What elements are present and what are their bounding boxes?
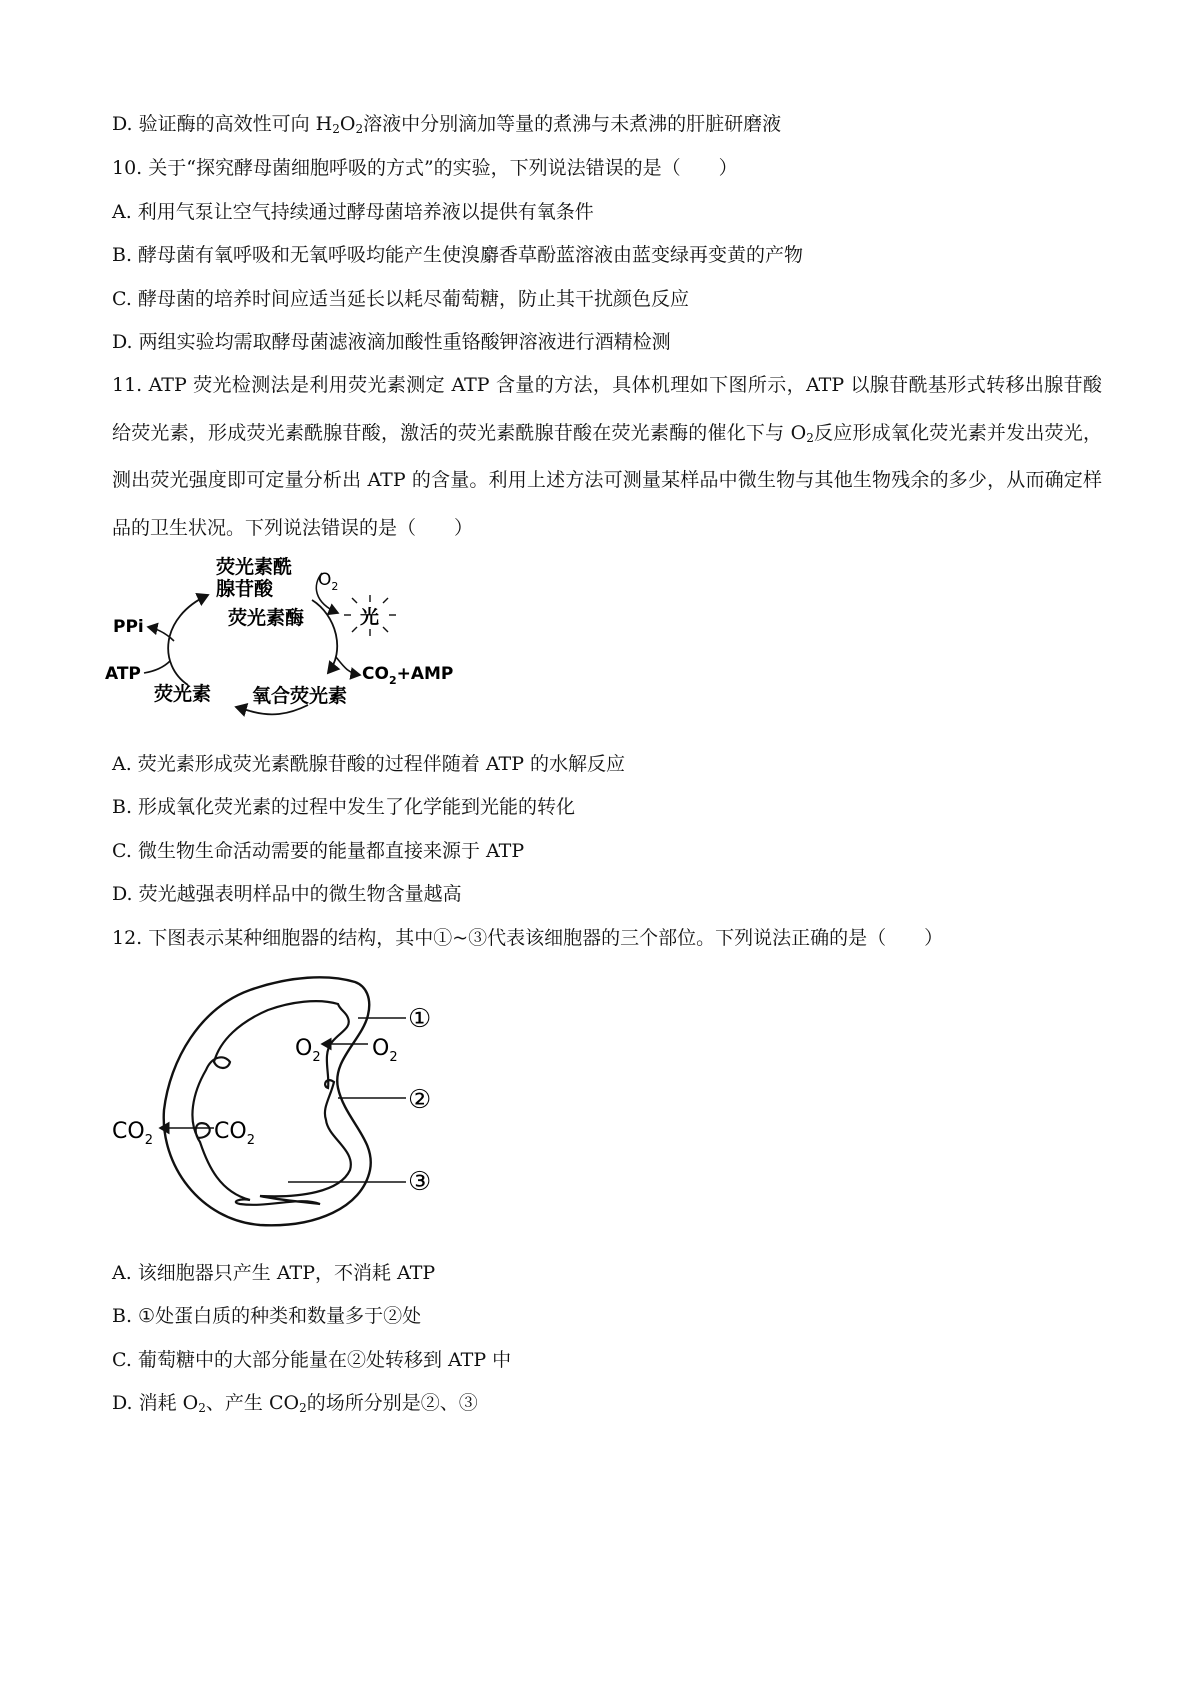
co2-arrow [336, 657, 360, 675]
o2-inner-label: $O_2$ [295, 1036, 321, 1065]
ppi-label: PPi [113, 617, 144, 637]
q11-stem: 11. ATP 荧光检测法是利用荧光素测定 ATP 含量的方法，具体机理如下图所示，ATP 以腺苷酰基形式转移出腺苷酸给荧光素，形成荧光素酰腺苷酸，激活的荧光素酰腺苷酸在荧光素酶的催化下与 $O_2$反应形成氧化荧光素并发出荧光，测出荧光强度即可定量分析出 ATP 的含量。利用上述方法可测量某样品中微生物与其他生物残余的多少，从而确定样品的卫生状况。下列说法错误的是（ ） [112, 374, 1102, 539]
q12-option-c: C. 葡萄糖中的大部分能量在②处转移到 ATP 中 [112, 1349, 512, 1371]
mitochondrion-diagram [100, 970, 520, 1240]
q11-option-c: C. 微生物生命活动需要的能量都直接来源于 ATP [112, 840, 525, 862]
inner-membrane [192, 1001, 350, 1205]
q11-option-b: B. 形成氧化荧光素的过程中发生了化学能到光能的转化 [112, 796, 576, 818]
label-3: ③ [408, 1167, 432, 1197]
atp-label: ATP [105, 664, 141, 684]
node-luciferase: 荧光素酶 [228, 607, 305, 629]
q10-stem: 10. 关于“探究酵母菌细胞呼吸的方式”的实验，下列说法错误的是（ ） [112, 157, 738, 179]
q11-option-a: A. 荧光素形成荧光素酰腺苷酸的过程伴随着 ATP 的水解反应 [112, 753, 626, 775]
q12-option-d: D. 消耗 $O_2$、产生 $CO_2$的场所分别是②、③ [112, 1392, 478, 1415]
label-2: ② [408, 1085, 432, 1115]
q12-option-b: B. ①处蛋白质的种类和数量多于②处 [112, 1305, 422, 1327]
q12-stem: 12. 下图表示某种细胞器的结构，其中①~③代表该细胞器的三个部位。下列说法正确的是（ ） [112, 927, 944, 949]
o2-outer-label: $O_2$ [372, 1036, 398, 1065]
q10-option-b: B. 酵母菌有氧呼吸和无氧呼吸均能产生使溴麝香草酚蓝溶液由蓝变绿再变黄的产物 [112, 244, 804, 266]
q9-option-d: D. 验证酶的高效性可向 $H_2O_2$溶液中分别滴加等量的煮沸与未煮沸的肝脏研磨液 [112, 113, 782, 136]
q10-option-d: D. 两组实验均需取酵母菌滤液滴加酸性重铬酸钾溶液进行酒精检测 [112, 331, 671, 353]
q10-option-a: A. 利用气泵让空气持续通过酵母菌培养液以提供有氧条件 [112, 201, 594, 223]
q12-option-a: A. 该细胞器只产生 ATP，不消耗 ATP [112, 1262, 436, 1284]
node-luciferyl-adenylate-1: 荧光素酰 [216, 556, 293, 578]
q11-option-d: D. 荧光越强表明样品中的微生物含量越高 [112, 883, 462, 905]
co2-amp-label: $CO_2+AMP$ [362, 664, 454, 687]
label-1: ① [408, 1004, 432, 1034]
arc-bottom-arrow [236, 707, 250, 711]
node-luciferyl-adenylate-2: 腺苷酸 [216, 578, 274, 600]
light-label: 光 [360, 606, 380, 628]
node-luciferin: 荧光素 [154, 683, 212, 705]
o2-label: $O_2$ [318, 570, 339, 593]
arc-left-up [168, 595, 208, 685]
atp-arrow [144, 661, 170, 673]
node-oxyluciferin: 氧合荧光素 [252, 685, 348, 707]
atp-fluorescence-diagram [100, 545, 520, 730]
co2-inner-label: $CO_2$ [214, 1119, 255, 1148]
q10-option-c: C. 酵母菌的培养时间应适当延长以耗尽葡萄糖，防止其干扰颜色反应 [112, 288, 689, 310]
co2-outer-label: $CO_2$ [112, 1119, 153, 1148]
